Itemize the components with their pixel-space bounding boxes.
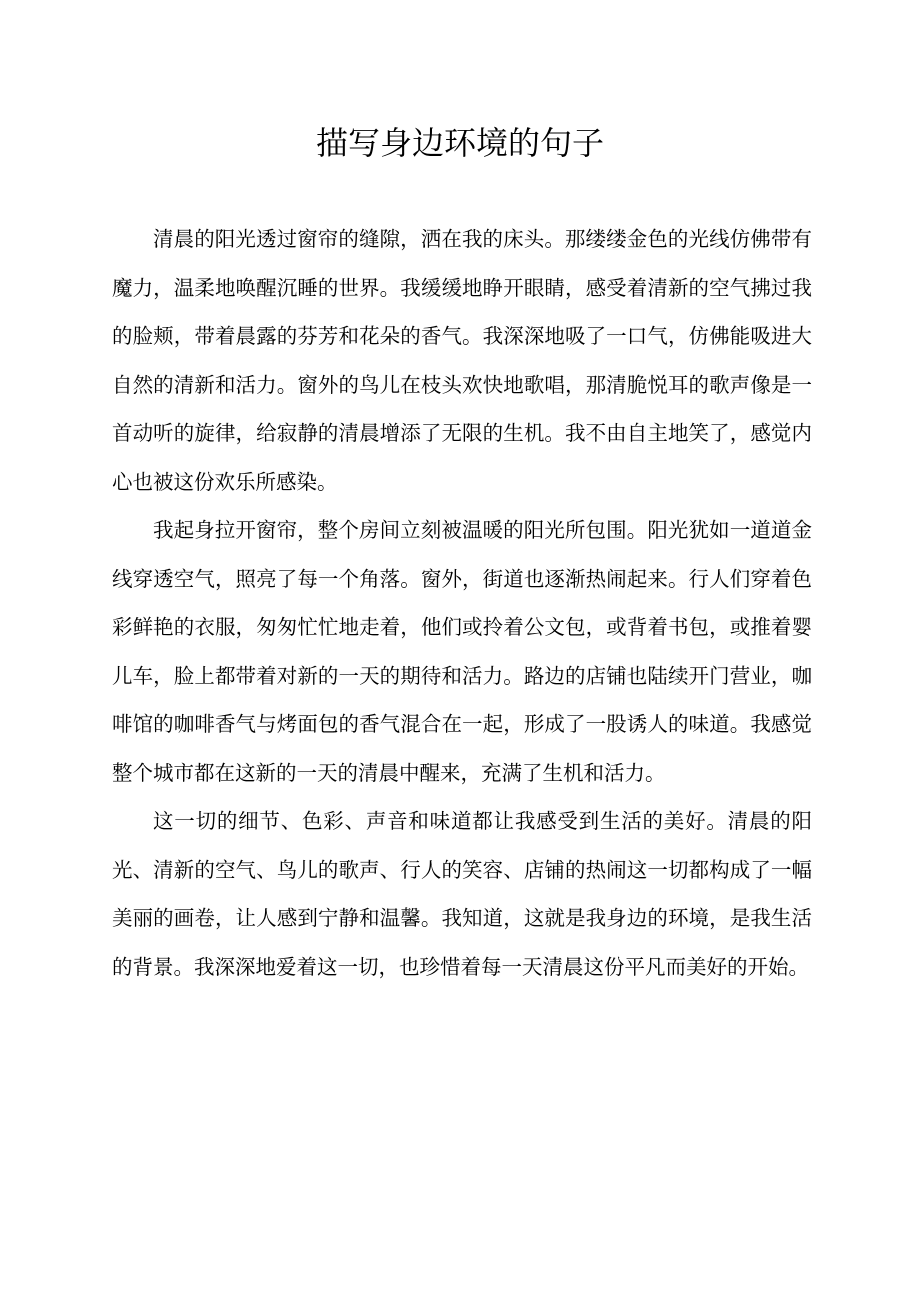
paragraph-3: 这一切的细节、色彩、声音和味道都让我感受到生活的美好。清晨的阳光、清新的空气、鸟儿的歌声、行人的笑容、店铺的热闹这一切都构成了一幅美丽的画卷，让人感到宁静和温馨。我知道，这就是我身边的环境，是我生活的背景。我深深地爱着这一切，也珍惜着每一天清晨这份平凡而美好的开始。 — [112, 809, 812, 979]
paragraph-2: 我起身拉开窗帘，整个房间立刻被温暖的阳光所包围。阳光犹如一道道金线穿透空气，照亮了每一个角落。窗外，街道也逐渐热闹起来。行人们穿着色彩鲜艳的衣服，匆匆忙忙地走着，他们或拎着公文包，或背着书包，或推着婴儿车，脸上都带着对新的一天的期待和活力。路边的店铺也陆续开门营业，咖啡馆的咖啡香气与烤面包的香气混合在一起，形成了一股诱人的味道。我感觉整个城市都在这新的一天的清晨中醒来，充满了生机和活力。 — [112, 518, 812, 785]
paragraph-1: 清晨的阳光透过窗帘的缝隙，洒在我的床头。那缕缕金色的光线仿佛带有魔力，温柔地唤醒沉睡的世界。我缓缓地睁开眼睛，感受着清新的空气拂过我的脸颊，带着晨露的芬芳和花朵的香气。我深深地吸了一口气，仿佛能吸进大自然的清新和活力。窗外的鸟儿在枝头欢快地歌唱，那清脆悦耳的歌声像是一首动听的旋律，给寂静的清晨增添了无限的生机。我不由自主地笑了，感觉内心也被这份欢乐所感染。 — [112, 227, 812, 494]
document-body — [112, 215, 812, 991]
document-title: 描写身边环境的句子 — [315, 124, 604, 162]
